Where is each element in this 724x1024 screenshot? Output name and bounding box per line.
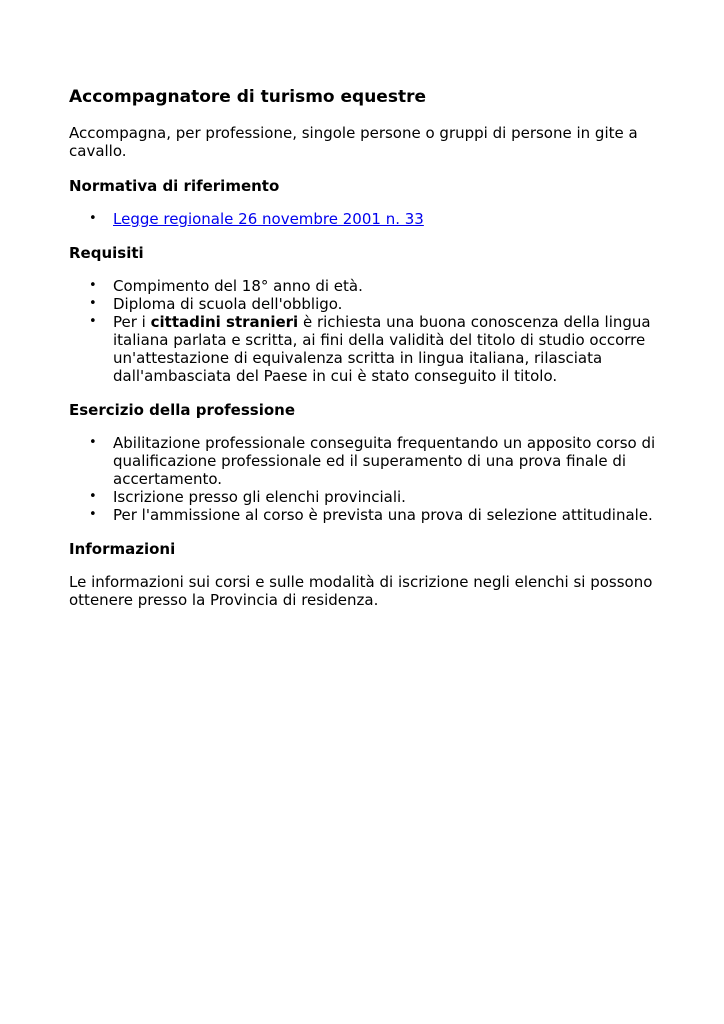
esercizio-text: Iscrizione presso gli elenchi provinciali.: [113, 488, 406, 506]
requisiti-list: [69, 277, 664, 385]
esercizio-heading: Esercizio della professione: [69, 401, 296, 419]
bullet-icon: •: [89, 489, 97, 504]
requisito-text: Compimento del 18° anno di età.: [113, 277, 363, 295]
list-item: [69, 277, 664, 295]
legge-regionale-link[interactable]: Legge regionale 26 novembre 2001 n. 33: [113, 210, 424, 228]
list-item: [69, 210, 664, 228]
bullet-icon: •: [89, 211, 97, 226]
list-item: [69, 434, 664, 488]
requisito-rest: è richiesta una buona conoscenza della lingua italiana parlata e scritta, ai fini della validità del titolo di studio occorre un'attestazione di equivalenza scritta in lingua italiana, rilasciata dall'ambasciata del Paese in cui è stato conseguito il titolo.: [113, 313, 651, 385]
bullet-icon: •: [89, 314, 97, 329]
page-title: Accompagnatore di turismo equestre: [69, 87, 426, 107]
bullet-icon: •: [89, 435, 97, 450]
informazioni-paragraph: Le informazioni sui corsi e sulle modalità di iscrizione negli elenchi si possono ottenere presso la Provincia di residenza.: [69, 573, 653, 609]
intro-paragraph: Accompagna, per professione, singole persone o gruppi di persone in gite a cavallo.: [69, 124, 638, 160]
requisito-prefix: Per i: [113, 313, 151, 331]
list-item: [69, 506, 664, 524]
esercizio-text: Abilitazione professionale conseguita frequentando un apposito corso di qualificazione professionale ed il superamento di una prova finale di accertamento.: [113, 434, 656, 488]
normativa-heading: Normativa di riferimento: [69, 177, 280, 195]
bullet-icon: •: [89, 507, 97, 522]
list-item: [69, 295, 664, 313]
list-item: [69, 488, 664, 506]
list-item: [69, 313, 664, 385]
normativa-list: [69, 210, 664, 228]
informazioni-heading: Informazioni: [69, 540, 176, 558]
requisito-text: Diploma di scuola dell'obbligo.: [113, 295, 343, 313]
requisiti-heading: Requisiti: [69, 244, 144, 262]
bullet-icon: •: [89, 296, 97, 311]
bullet-icon: •: [89, 278, 97, 293]
esercizio-text: Per l'ammissione al corso è prevista una prova di selezione attitudinale.: [113, 506, 653, 524]
requisito-bold: cittadini stranieri: [150, 313, 299, 331]
esercizio-list: [69, 434, 664, 524]
